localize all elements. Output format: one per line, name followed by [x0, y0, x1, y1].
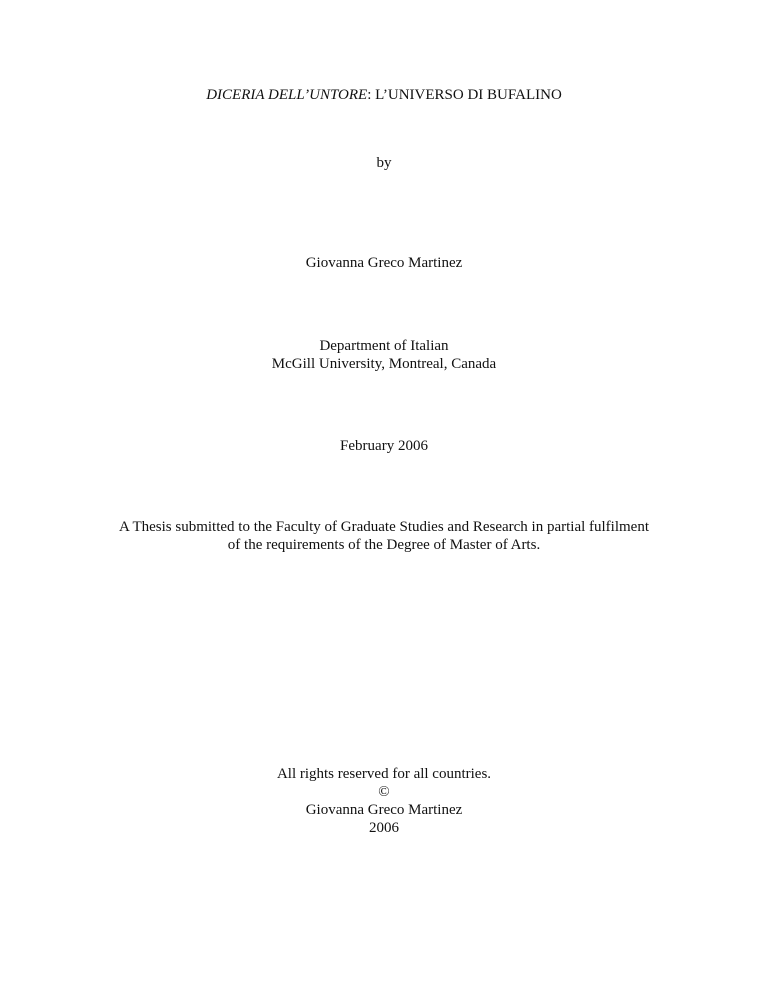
copyright-holder: Giovanna Greco Martinez: [305, 802, 463, 818]
thesis-title-rest: : L’UNIVERSO DI BUFALINO: [367, 87, 562, 103]
thesis-title: [0, 86, 768, 104]
submission-statement-line-1: A Thesis submitted to the Faculty of Graduate Studies and Research in partial fulfilment: [118, 519, 650, 535]
author-name: Giovanna Greco Martinez: [305, 255, 463, 271]
submission-statement-line-2: of the requirements of the Degree of Master of Arts.: [227, 537, 541, 553]
copyright-symbol: ©: [378, 784, 390, 800]
copyright-year: 2006: [369, 820, 399, 836]
submission-date: February 2006: [340, 438, 428, 454]
department-line-1: Department of Italian: [319, 338, 449, 354]
thesis-title-italic: DICERIA DELL’UNTORE: [206, 87, 368, 103]
rights-statement: All rights reserved for all countries.: [276, 766, 492, 782]
by-line: by: [376, 155, 392, 171]
department-line-2: McGill University, Montreal, Canada: [271, 356, 497, 372]
